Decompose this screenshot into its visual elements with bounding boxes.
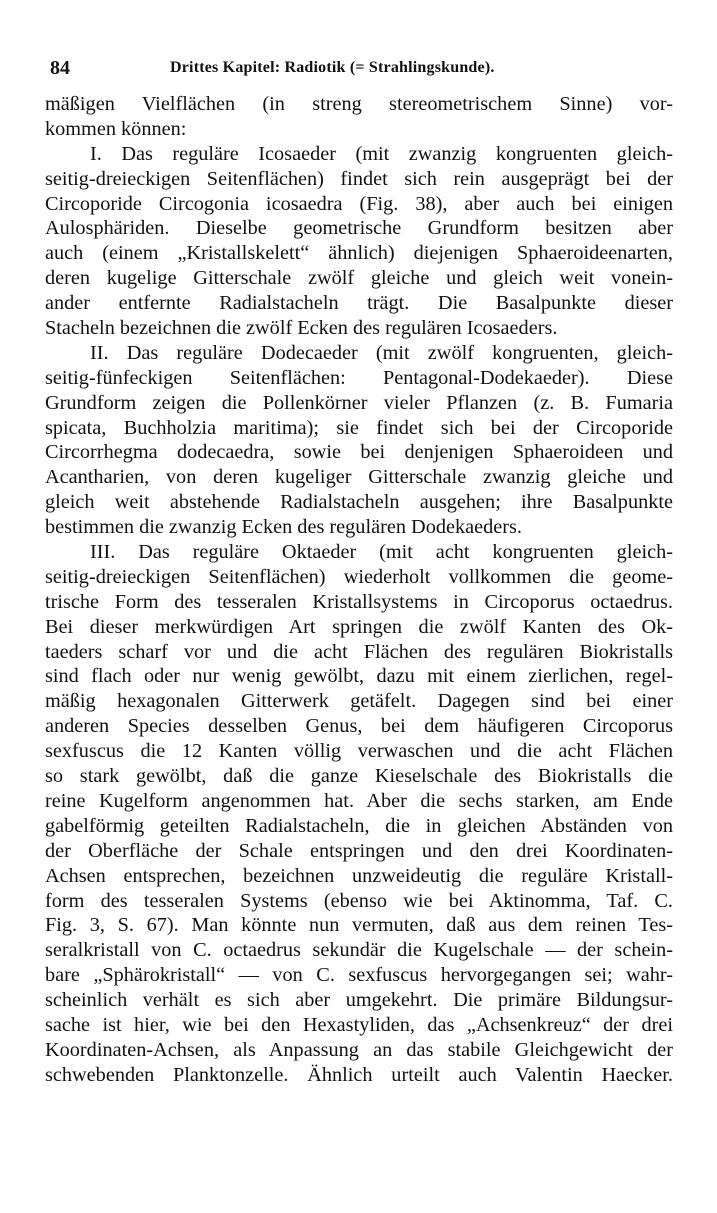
text-line: Grundform zeigen die Pollenkörner vieler Pflanzen (z. B. Fumaria xyxy=(45,391,673,414)
text-line: ander entfernte Radialstacheln trägt. Die Basalpunkte dieser xyxy=(45,292,673,315)
text-line: sache ist hier, wie bei den Hexastyliden, das „Achsenkreuz“ der drei xyxy=(45,1013,673,1036)
text-line: I. Das reguläre Icosaeder (mit zwanzig kongruenten gleich- xyxy=(90,142,673,165)
text-line: scheinlich verhält es sich aber umgekehrt. Die primäre Bildungsur- xyxy=(45,989,673,1012)
running-head xyxy=(50,56,677,80)
text-line: seitig-fünfeckigen Seitenflächen: Pentagonal-Dodekaeder). Diese xyxy=(45,366,673,389)
text-line: Bei dieser merkwürdigen Art springen die zwölf Kanten des Ok- xyxy=(45,615,673,638)
text-line: Aulosphäriden. Dieselbe geometrische Grundform besitzen aber xyxy=(45,217,673,240)
text-line: Circorrhegma dodecaedra, sowie bei denjenigen Sphaeroideen und xyxy=(45,441,673,464)
text-line: Circoporide Circogonia icosaedra (Fig. 38), aber auch bei einigen xyxy=(45,192,673,215)
running-title: Drittes Kapitel: Radiotik (= Strahlingskunde). xyxy=(170,59,495,76)
text-line: mäßig hexagonalen Gitterwerk getäfelt. Dagegen sind bei einer xyxy=(45,690,673,713)
text-line: bare „Sphärokristall“ — von C. sexfuscus hervorgegangen sei; wahr- xyxy=(45,964,673,987)
text-line: der Oberfläche der Schale entspringen und den drei Koordinaten- xyxy=(45,839,673,862)
text-line: III. Das reguläre Oktaeder (mit acht kongruenten gleich- xyxy=(90,541,673,564)
text-line: kommen können: xyxy=(45,117,187,140)
text-line: spicata, Buchholzia maritima); sie findet sich bei der Circoporide xyxy=(45,416,673,439)
text-line: sexfuscus die 12 Kanten völlig verwaschen und die acht Flächen xyxy=(45,740,673,763)
text-line: sind flach oder nur wenig gewölbt, dazu mit einem zierlichen, regel- xyxy=(45,665,673,688)
text-line: trische Form des tesseralen Kristallsystems in Circoporus octaedrus. xyxy=(45,590,673,613)
text-line: Achsen entsprechen, bezeichnen unzweideutig die reguläre Kristall- xyxy=(45,864,673,887)
text-line: seralkristall von C. octaedrus sekundär die Kugelschale — der schein- xyxy=(45,939,673,962)
text-line: gleich weit abstehende Radialstacheln ausgehen; ihre Basalpunkte xyxy=(45,491,673,514)
text-line: seitig-dreieckigen Seitenflächen) findet sich rein ausgeprägt bei der xyxy=(45,167,673,190)
text-line: Fig. 3, S. 67). Man könnte nun vermuten, daß aus dem reinen Tes- xyxy=(45,914,673,937)
text-line: bestimmen die zwanzig Ecken des regulären Dodekaeders. xyxy=(45,516,522,539)
text-line: deren kugelige Gitterschale zwölf gleiche und gleich weit vonein- xyxy=(45,267,673,290)
text-line: Koordinaten-Achsen, als Anpassung an das stabile Gleichgewicht der xyxy=(45,1038,673,1061)
text-line: so stark gewölbt, daß die ganze Kieselschale des Biokristalls die xyxy=(45,765,673,788)
page-number: 84 xyxy=(50,57,70,79)
text-line: Acantharien, von deren kugeliger Gitterschale zwanzig gleiche und xyxy=(45,466,673,489)
text-line: Stacheln bezeichnen die zwölf Ecken des regulären Icosaeders. xyxy=(45,317,558,340)
text-line: anderen Species desselben Genus, bei dem häufigeren Circoporus xyxy=(45,715,673,738)
text-line: mäßigen Vielflächen (in streng stereometrischem Sinne) vor- xyxy=(45,93,673,115)
text-line: seitig-dreieckigen Seitenflächen) wiederholt vollkommen die geome- xyxy=(45,565,673,588)
text-line: II. Das reguläre Dodecaeder (mit zwölf kongruenten, gleich- xyxy=(90,341,673,364)
body-text xyxy=(45,92,673,1088)
text-line: reine Kugelform angenommen hat. Aber die sechs starken, am Ende xyxy=(45,789,673,812)
text-line: taeders scharf vor und die acht Flächen des regulären Biokristalls xyxy=(45,640,673,663)
text-line: gabelförmig geteilten Radialstacheln, die in gleichen Abständen von xyxy=(45,814,673,837)
text-line: form des tesseralen Systems (ebenso wie bei Aktinomma, Taf. C. xyxy=(45,889,673,912)
text-line: schwebenden Planktonzelle. Ähnlich urteilt auch Valentin Haecker. xyxy=(45,1063,673,1086)
text-line: auch (einem „Kristallskelett“ ähnlich) diejenigen Sphaeroideenarten, xyxy=(45,242,673,265)
